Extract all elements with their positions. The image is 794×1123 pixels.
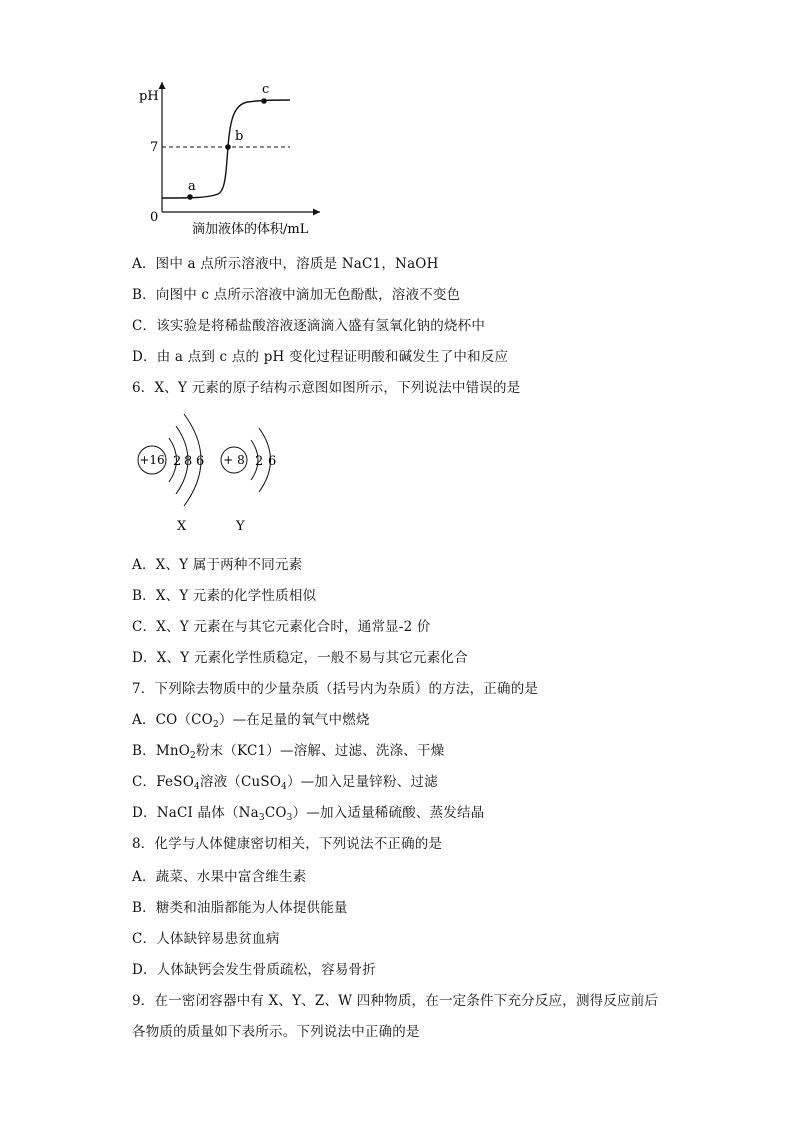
y-axis-label: pH <box>139 89 159 104</box>
q5-option-b: B．向图中 c 点所示溶液中滴加无色酚酞，溶液不变色 <box>132 287 461 303</box>
q7-a-text-2: ）—在足量的氧气中燃烧 <box>218 712 370 728</box>
q7-option-d <box>132 804 484 822</box>
q7-b-text-1: B．MnO <box>132 743 191 759</box>
q9-stem-line-2: 各物质的质量如下表所示。下列说法中正确的是 <box>132 1024 420 1040</box>
q7-c-sub-1: 4 <box>193 782 200 792</box>
x-nucleus-charge: +16 <box>139 453 165 467</box>
q5-option-c: C．该实验是将稀盐酸溶液逐滴滴入盛有氢氧化钠的烧杯中 <box>132 318 486 334</box>
q7-d-text-3: ）—加入适量稀硫酸、蒸发结晶 <box>292 805 485 821</box>
x-shell-3-count: 6 <box>196 454 205 469</box>
y-nucleus-charge: + 8 <box>223 453 245 467</box>
q7-d-sub-1: 3 <box>258 813 265 823</box>
x-label: X <box>177 519 187 534</box>
point-a <box>187 194 193 200</box>
q7-option-a <box>132 711 370 729</box>
q7-d-sub-2: 3 <box>286 813 293 823</box>
q7-a-text-1: A．CO（CO <box>132 712 213 728</box>
q6-option-a: A．X、Y 属于两种不同元素 <box>132 557 303 573</box>
q5-option-a: A．图中 a 点所示溶液中，溶质是 NaC1，NaOH <box>132 256 439 272</box>
q7-stem: 7．下列除去物质中的少量杂质（括号内为杂质）的方法，正确的是 <box>132 681 539 697</box>
point-c <box>261 98 267 104</box>
y-tick-7: 7 <box>150 140 159 155</box>
y-shell-1-count: 2 <box>255 454 264 469</box>
x-axis-label: 滴加液体的体积/mL <box>192 222 309 237</box>
q8-option-b: B．糖类和油脂都能为人体提供能量 <box>132 900 348 916</box>
atomic-structure-diagram <box>132 410 302 540</box>
q7-option-c <box>132 773 438 791</box>
ph-curve <box>162 100 290 198</box>
q6-option-b: B．X、Y 元素的化学性质相似 <box>132 588 317 604</box>
q7-d-text-2: CO <box>264 805 287 821</box>
ph-titration-chart <box>130 70 340 240</box>
q6-stem: 6．X、Y 元素的原子结构示意图如图所示，下列说法中错误的是 <box>132 380 521 396</box>
q7-b-text-2: 粉末（KC1）—溶解、过滤、洗涤、干燥 <box>195 743 445 759</box>
q7-d-text-1: D．NaCI 晶体（Na <box>132 805 259 821</box>
q6-option-c: C．X、Y 元素在与其它元素化合时，通常显-2 价 <box>132 619 431 635</box>
q7-c-text-1: C．FeSO <box>132 774 194 790</box>
q7-c-text-3: ）—加入足量锌粉、过滤 <box>287 774 438 790</box>
x-shell-2-count: 8 <box>184 454 193 469</box>
q8-option-d: D．人体缺钙会发生骨质疏松，容易骨折 <box>132 962 376 978</box>
point-a-label: a <box>188 179 196 194</box>
q5-option-d: D．由 a 点到 c 点的 pH 变化过程证明酸和碱发生了中和反应 <box>132 349 509 365</box>
point-b-label: b <box>235 129 244 144</box>
q8-option-c: C．人体缺锌易患贫血病 <box>132 931 280 947</box>
q6-option-d: D．X、Y 元素化学性质稳定，一般不易与其它元素化合 <box>132 650 468 666</box>
y-shell-2-count: 6 <box>268 454 277 469</box>
q7-b-sub-1: 2 <box>190 751 196 761</box>
origin-label: 0 <box>150 210 159 225</box>
point-c-label: c <box>262 82 270 97</box>
q9-stem-line-1: 9．在一密闭容器中有 X、Y、Z、W 四种物质，在一定条件下充分反应，测得反应前后 <box>132 993 659 1009</box>
point-b <box>225 144 231 150</box>
q7-c-sub-2: 4 <box>281 782 288 792</box>
x-shell-1-count: 2 <box>173 454 182 469</box>
q8-stem: 8．化学与人体健康密切相关，下列说法不正确的是 <box>132 836 443 852</box>
q7-a-sub-1: 2 <box>212 720 219 730</box>
q8-option-a: A．蔬菜、水果中富含维生素 <box>132 869 307 885</box>
y-label: Y <box>236 519 245 534</box>
q7-c-text-2: 溶液（CuSO <box>199 774 282 790</box>
q7-option-b <box>132 742 444 760</box>
